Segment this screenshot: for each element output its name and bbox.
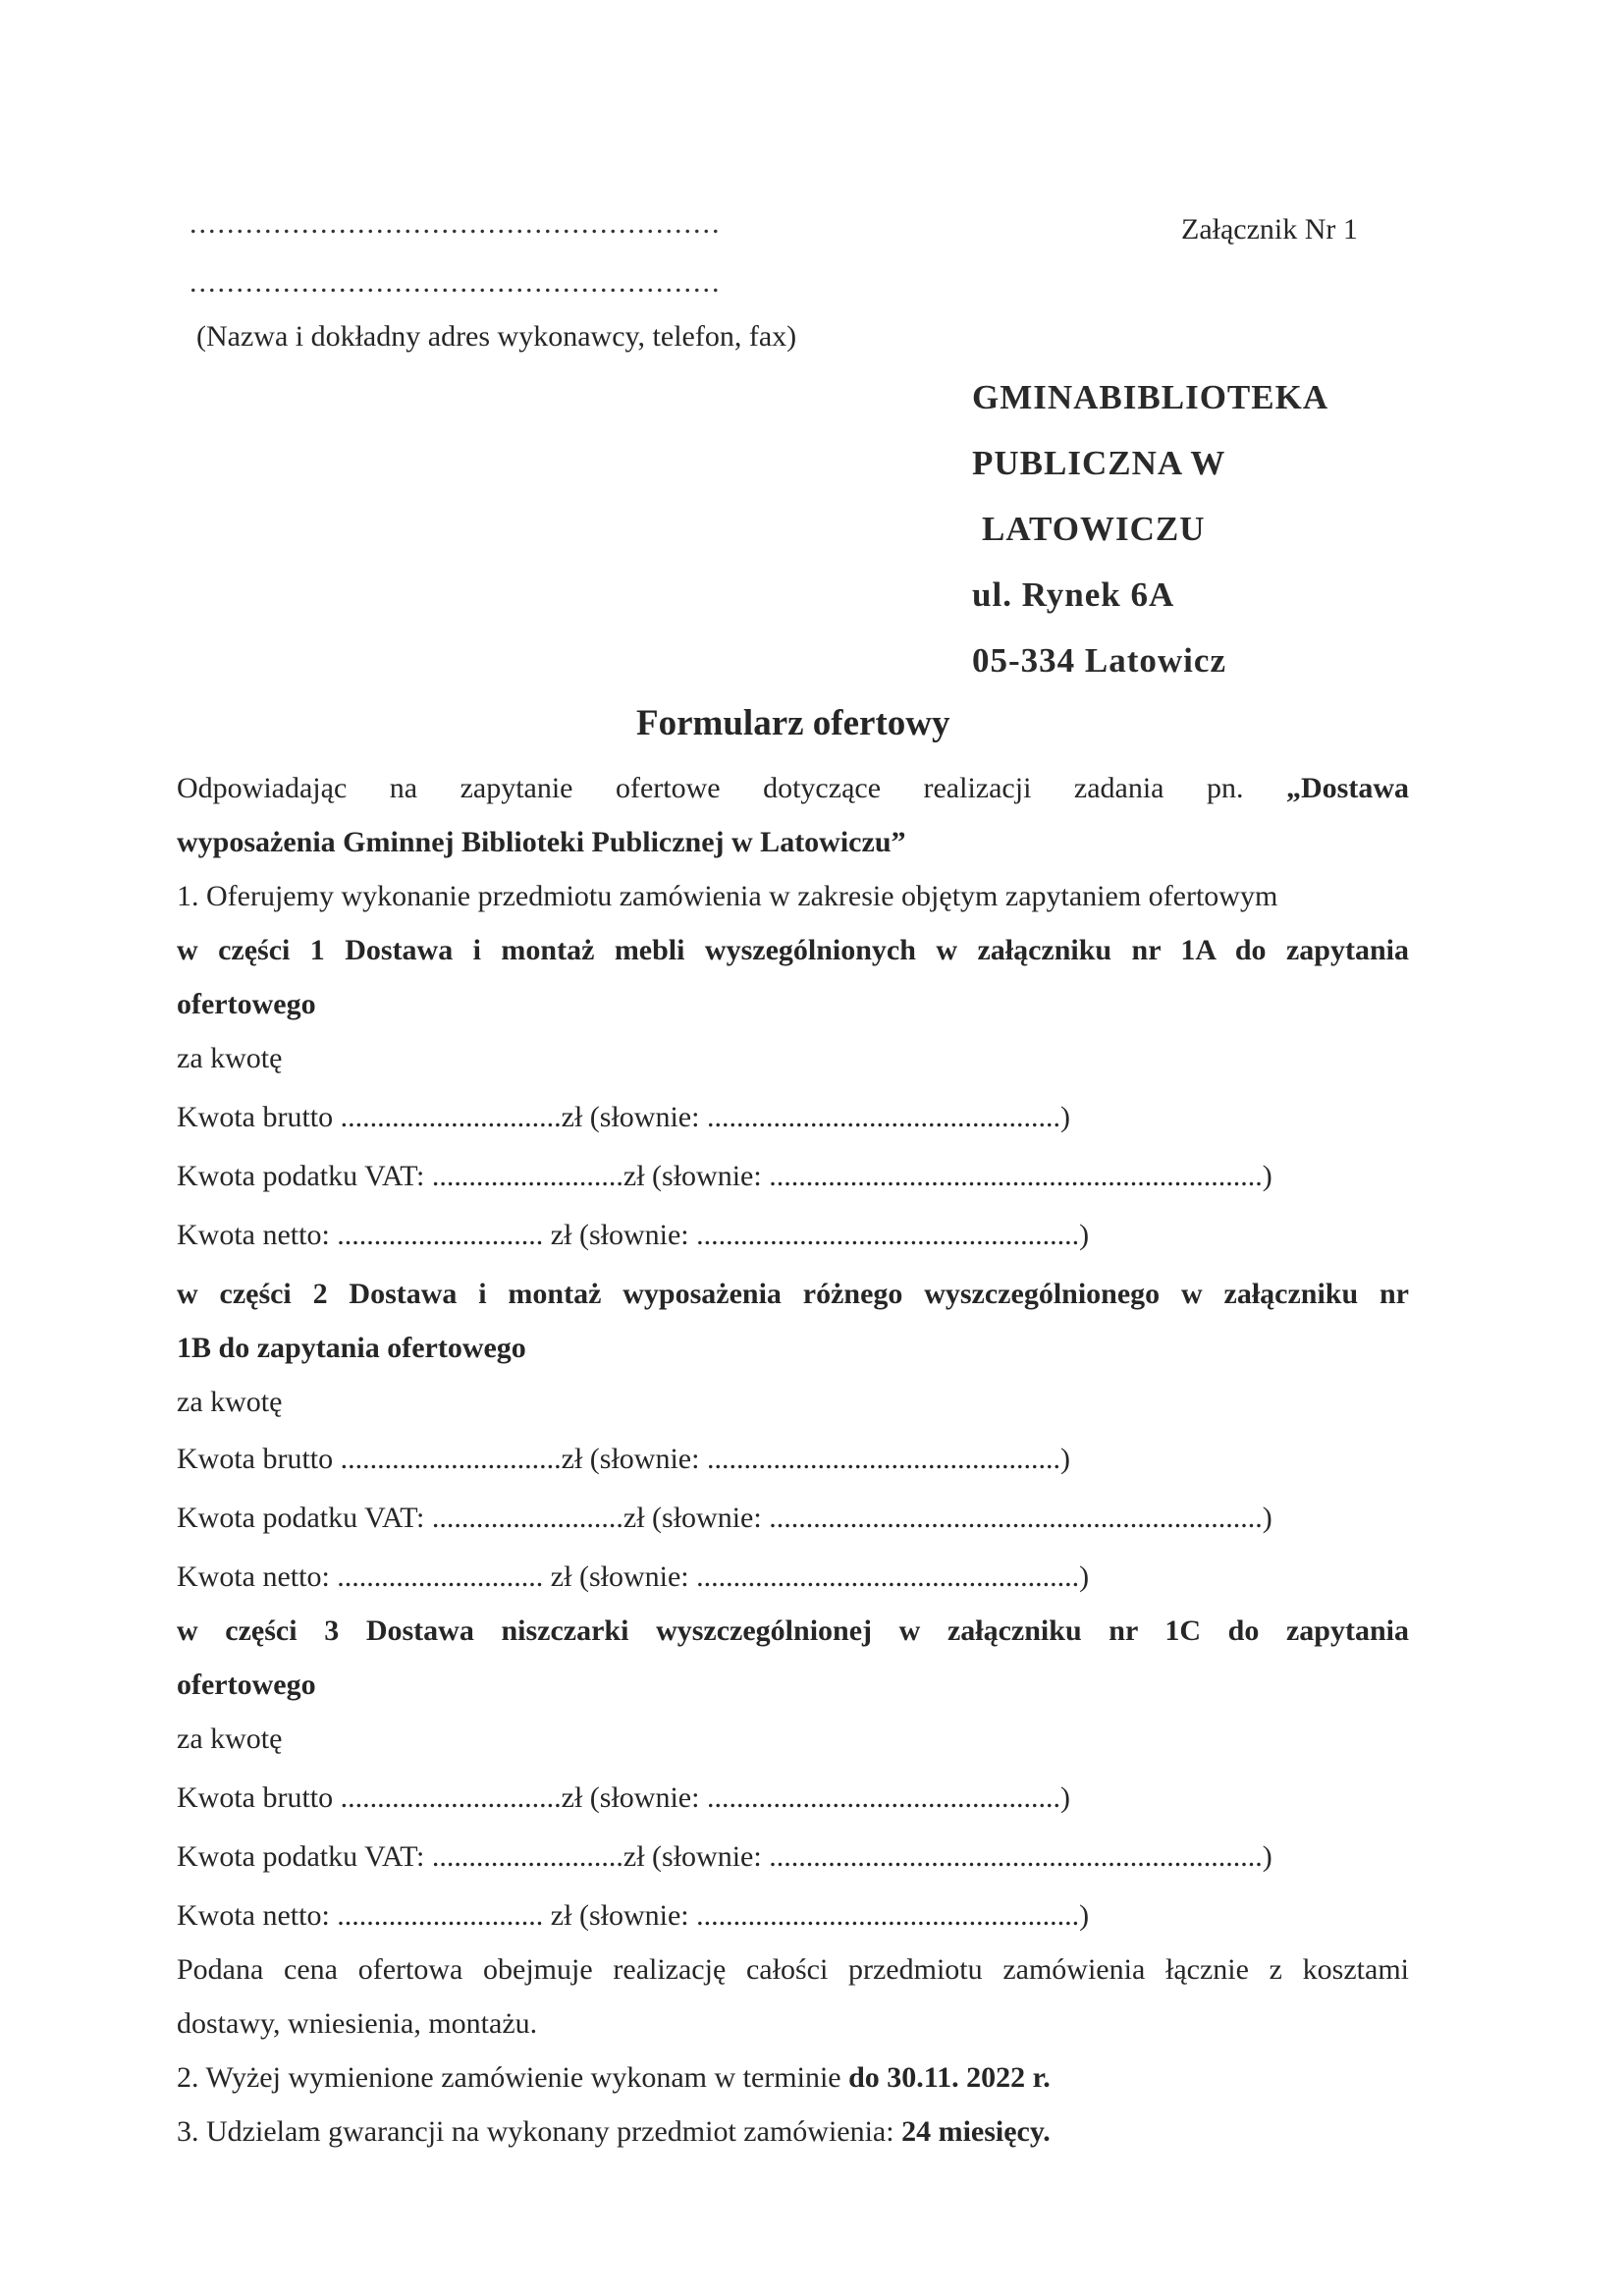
recipient-line-2: PUBLICZNA W xyxy=(972,444,1226,482)
part-3-vat-field: Kwota podatku VAT: ..........................zł (słownie: ...................................................................) xyxy=(177,1840,1272,1873)
part-3-za-kwote: za kwotę xyxy=(177,1722,283,1755)
part-3-brutto-field: Kwota brutto ..............................zł (słownie: ................................................) xyxy=(177,1781,1070,1814)
item-1: 1. Oferujemy wykonanie przedmiotu zamówienia w zakresie objętym zapytaniem ofertowym xyxy=(177,880,1278,912)
intro-task-name-start: „Dostawa xyxy=(1286,772,1409,804)
recipient-line-3: LATOWICZU xyxy=(982,510,1206,548)
part-3-heading-cont: ofertowego xyxy=(177,1668,316,1701)
price-note-line-1: Podana cena ofertowa obejmuje realizację całości przedmiotu zamówienia łącznie z kosztami xyxy=(177,1953,1409,1986)
page-title: Formularz ofertowy xyxy=(636,703,950,743)
part-2-vat-field: Kwota podatku VAT: ..........................zł (słownie: ...................................................................) xyxy=(177,1502,1272,1534)
item-3 xyxy=(177,2114,1051,2150)
price-note-line-2: dostawy, wniesienia, montażu. xyxy=(177,2007,538,2040)
recipient-line-5: 05-334 Latowicz xyxy=(972,641,1226,680)
item-2-text: 2. Wyżej wymienione zamówienie wykonam w terminie xyxy=(177,2061,849,2094)
part-3-netto-field: Kwota netto: ............................ zł (słownie: ....................................................) xyxy=(177,1899,1090,1932)
annex-label: Załącznik Nr 1 xyxy=(1181,213,1358,246)
part-2-heading: w części 2 Dostawa i montaż wyposażenia różnego wyszczególnionego w załączniku nr xyxy=(177,1278,1409,1310)
part-1-heading-cont: ofertowego xyxy=(177,988,316,1020)
contractor-dots-line-2: ......................................................... xyxy=(189,266,722,299)
part-1-heading: w części 1 Dostawa i montaż mebli wyszególnionych w załączniku nr 1A do zapytania xyxy=(177,934,1409,966)
recipient-line-4: ul. Rynek 6A xyxy=(972,575,1175,614)
part-2-brutto-field: Kwota brutto ..............................zł (słownie: ................................................) xyxy=(177,1443,1070,1475)
part-1-netto-field: Kwota netto: ............................ zł (słownie: ....................................................) xyxy=(177,1219,1090,1251)
intro-text: Odpowiadając na zapytanie ofertowe dotyczące realizacji zadania pn. xyxy=(177,772,1244,804)
contractor-label: (Nazwa i dokładny adres wykonawcy, telefon, fax) xyxy=(196,320,797,353)
recipient-line-1: GMINABIBLIOTEKA xyxy=(972,378,1329,416)
item-3-text: 3. Udzielam gwarancji na wykonany przedmiot zamówienia: xyxy=(177,2115,902,2148)
part-2-heading-cont: 1B do zapytania ofertowego xyxy=(177,1332,526,1364)
part-1-brutto-field: Kwota brutto ..............................zł (słownie: ................................................) xyxy=(177,1101,1070,1133)
item-2 xyxy=(177,2060,1051,2096)
part-2-za-kwote: za kwotę xyxy=(177,1386,283,1418)
part-2-netto-field: Kwota netto: ............................ zł (słownie: ....................................................) xyxy=(177,1560,1090,1593)
part-1-za-kwote: za kwotę xyxy=(177,1042,283,1074)
contractor-dots-line-1: ......................................................... xyxy=(189,207,722,240)
item-3-warranty: 24 miesięcy. xyxy=(901,2115,1051,2148)
item-2-deadline: do 30.11. 2022 r. xyxy=(848,2061,1051,2094)
part-3-heading: w części 3 Dostawa niszczarki wyszczególnionej w załączniku nr 1C do zapytania xyxy=(177,1614,1409,1647)
part-1-vat-field: Kwota podatku VAT: ..........................zł (słownie: ...................................................................) xyxy=(177,1160,1272,1192)
intro-line-1 xyxy=(177,771,1409,806)
intro-task-name: wyposażenia Gminnej Biblioteki Publicznej w Latowiczu” xyxy=(177,826,906,858)
